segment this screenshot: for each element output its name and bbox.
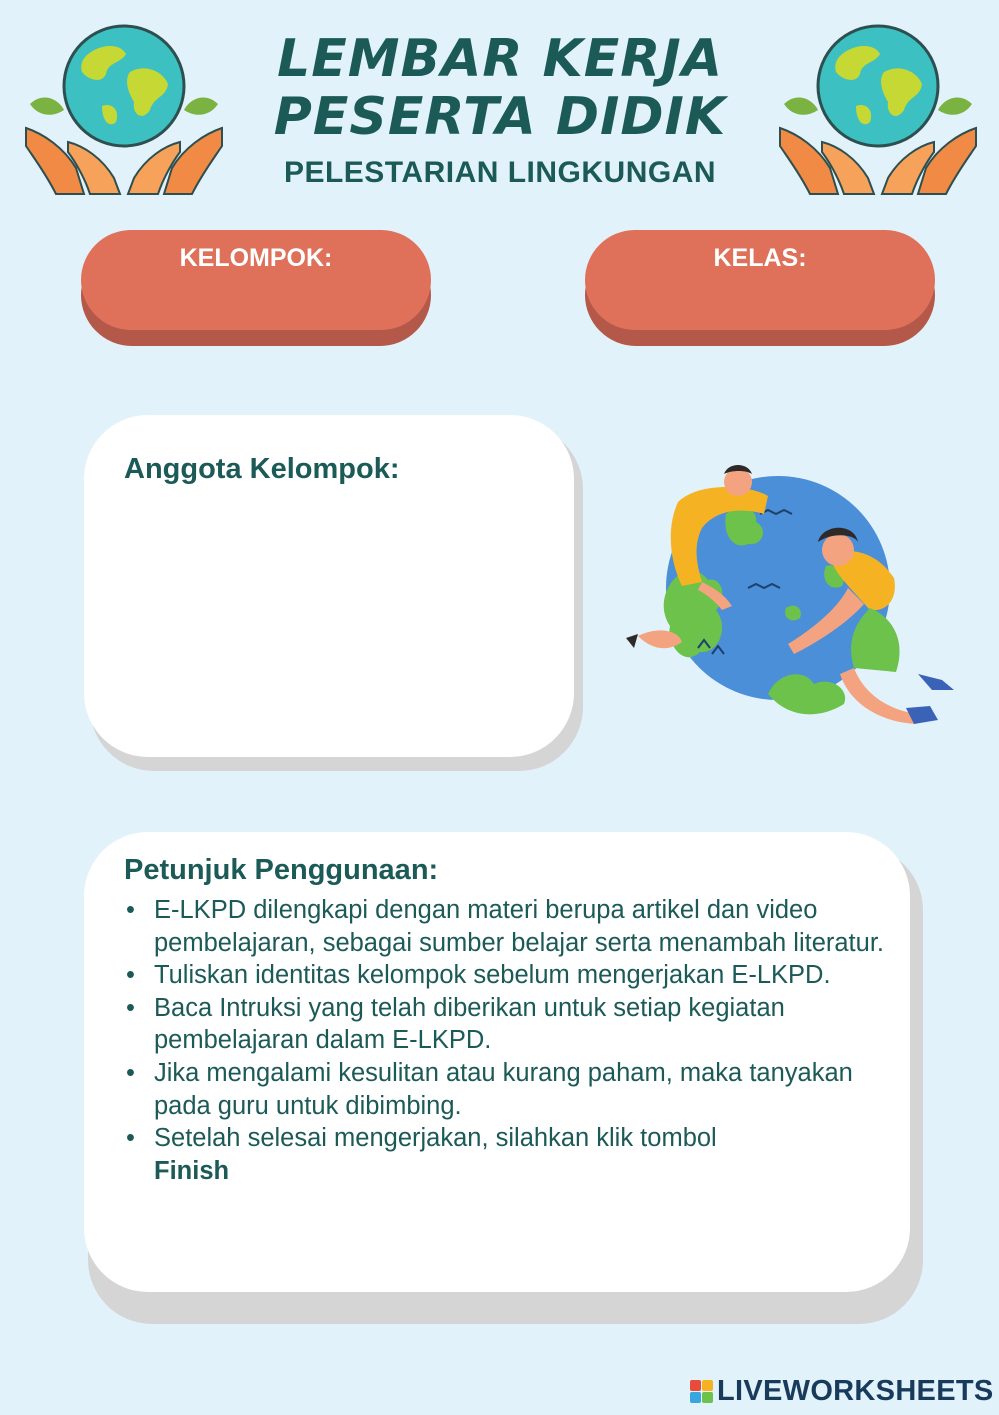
page-subtitle: PELESTARIAN LINGKUNGAN [283,156,717,189]
page-title-line-1: LEMBAR KERJA [277,29,723,89]
bullet-icon: • [126,1058,135,1087]
instruction-text: Baca Intruksi yang telah diberikan untuk setiap kegiatan pembelajaran dalam E-LKPD. [154,993,785,1055]
list-item [124,992,884,1057]
kelompok-field[interactable] [81,230,431,334]
kelas-field[interactable] [585,230,935,334]
instruction-text: Setelah selesai mengerjakan, silahkan klik tombol [154,1124,717,1153]
globe-hands-icon [24,18,224,198]
kelompok-label: KELOMPOK: [179,244,333,272]
bullet-icon: • [126,896,135,924]
instruction-text: Jika mengalami kesulitan atau kurang paham, maka tanyakan pada guru untuk dibimbing. [154,1058,853,1120]
members-heading: Anggota Kelompok: [124,453,400,485]
liveworksheets-logo-icon [690,1380,713,1403]
instruction-text: Tuliskan identitas kelompok sebelum mengerjakan E-LKPD. [154,961,831,990]
globe-hands-icon [778,18,978,198]
list-item [124,959,884,992]
bullet-icon: • [126,993,135,1022]
worksheet-title-block [230,30,770,190]
instructions-list [124,894,884,1187]
bullet-icon: • [126,961,135,990]
instructions-card [84,832,910,1292]
list-item [124,1122,884,1187]
brand-name: LIVEWORKSHEETS [717,1374,994,1407]
kelas-label: KELAS: [713,244,807,272]
members-card[interactable] [84,415,574,757]
list-item [124,894,884,959]
instruction-text: E-LKPD dilengkapi dengan materi berupa artikel dan video pembelajaran, sebagai sumber belajar serta menambah literatur. [154,896,884,957]
bullet-icon: • [126,1124,135,1153]
page-title-line-2: PESERTA DIDIK [273,87,727,147]
list-item [124,1057,884,1122]
liveworksheets-brand[interactable] [690,1373,994,1409]
finish-keyword: Finish [154,1156,230,1185]
people-hugging-earth-icon [618,458,963,733]
instructions-heading: Petunjuk Penggunaan: [124,854,439,886]
